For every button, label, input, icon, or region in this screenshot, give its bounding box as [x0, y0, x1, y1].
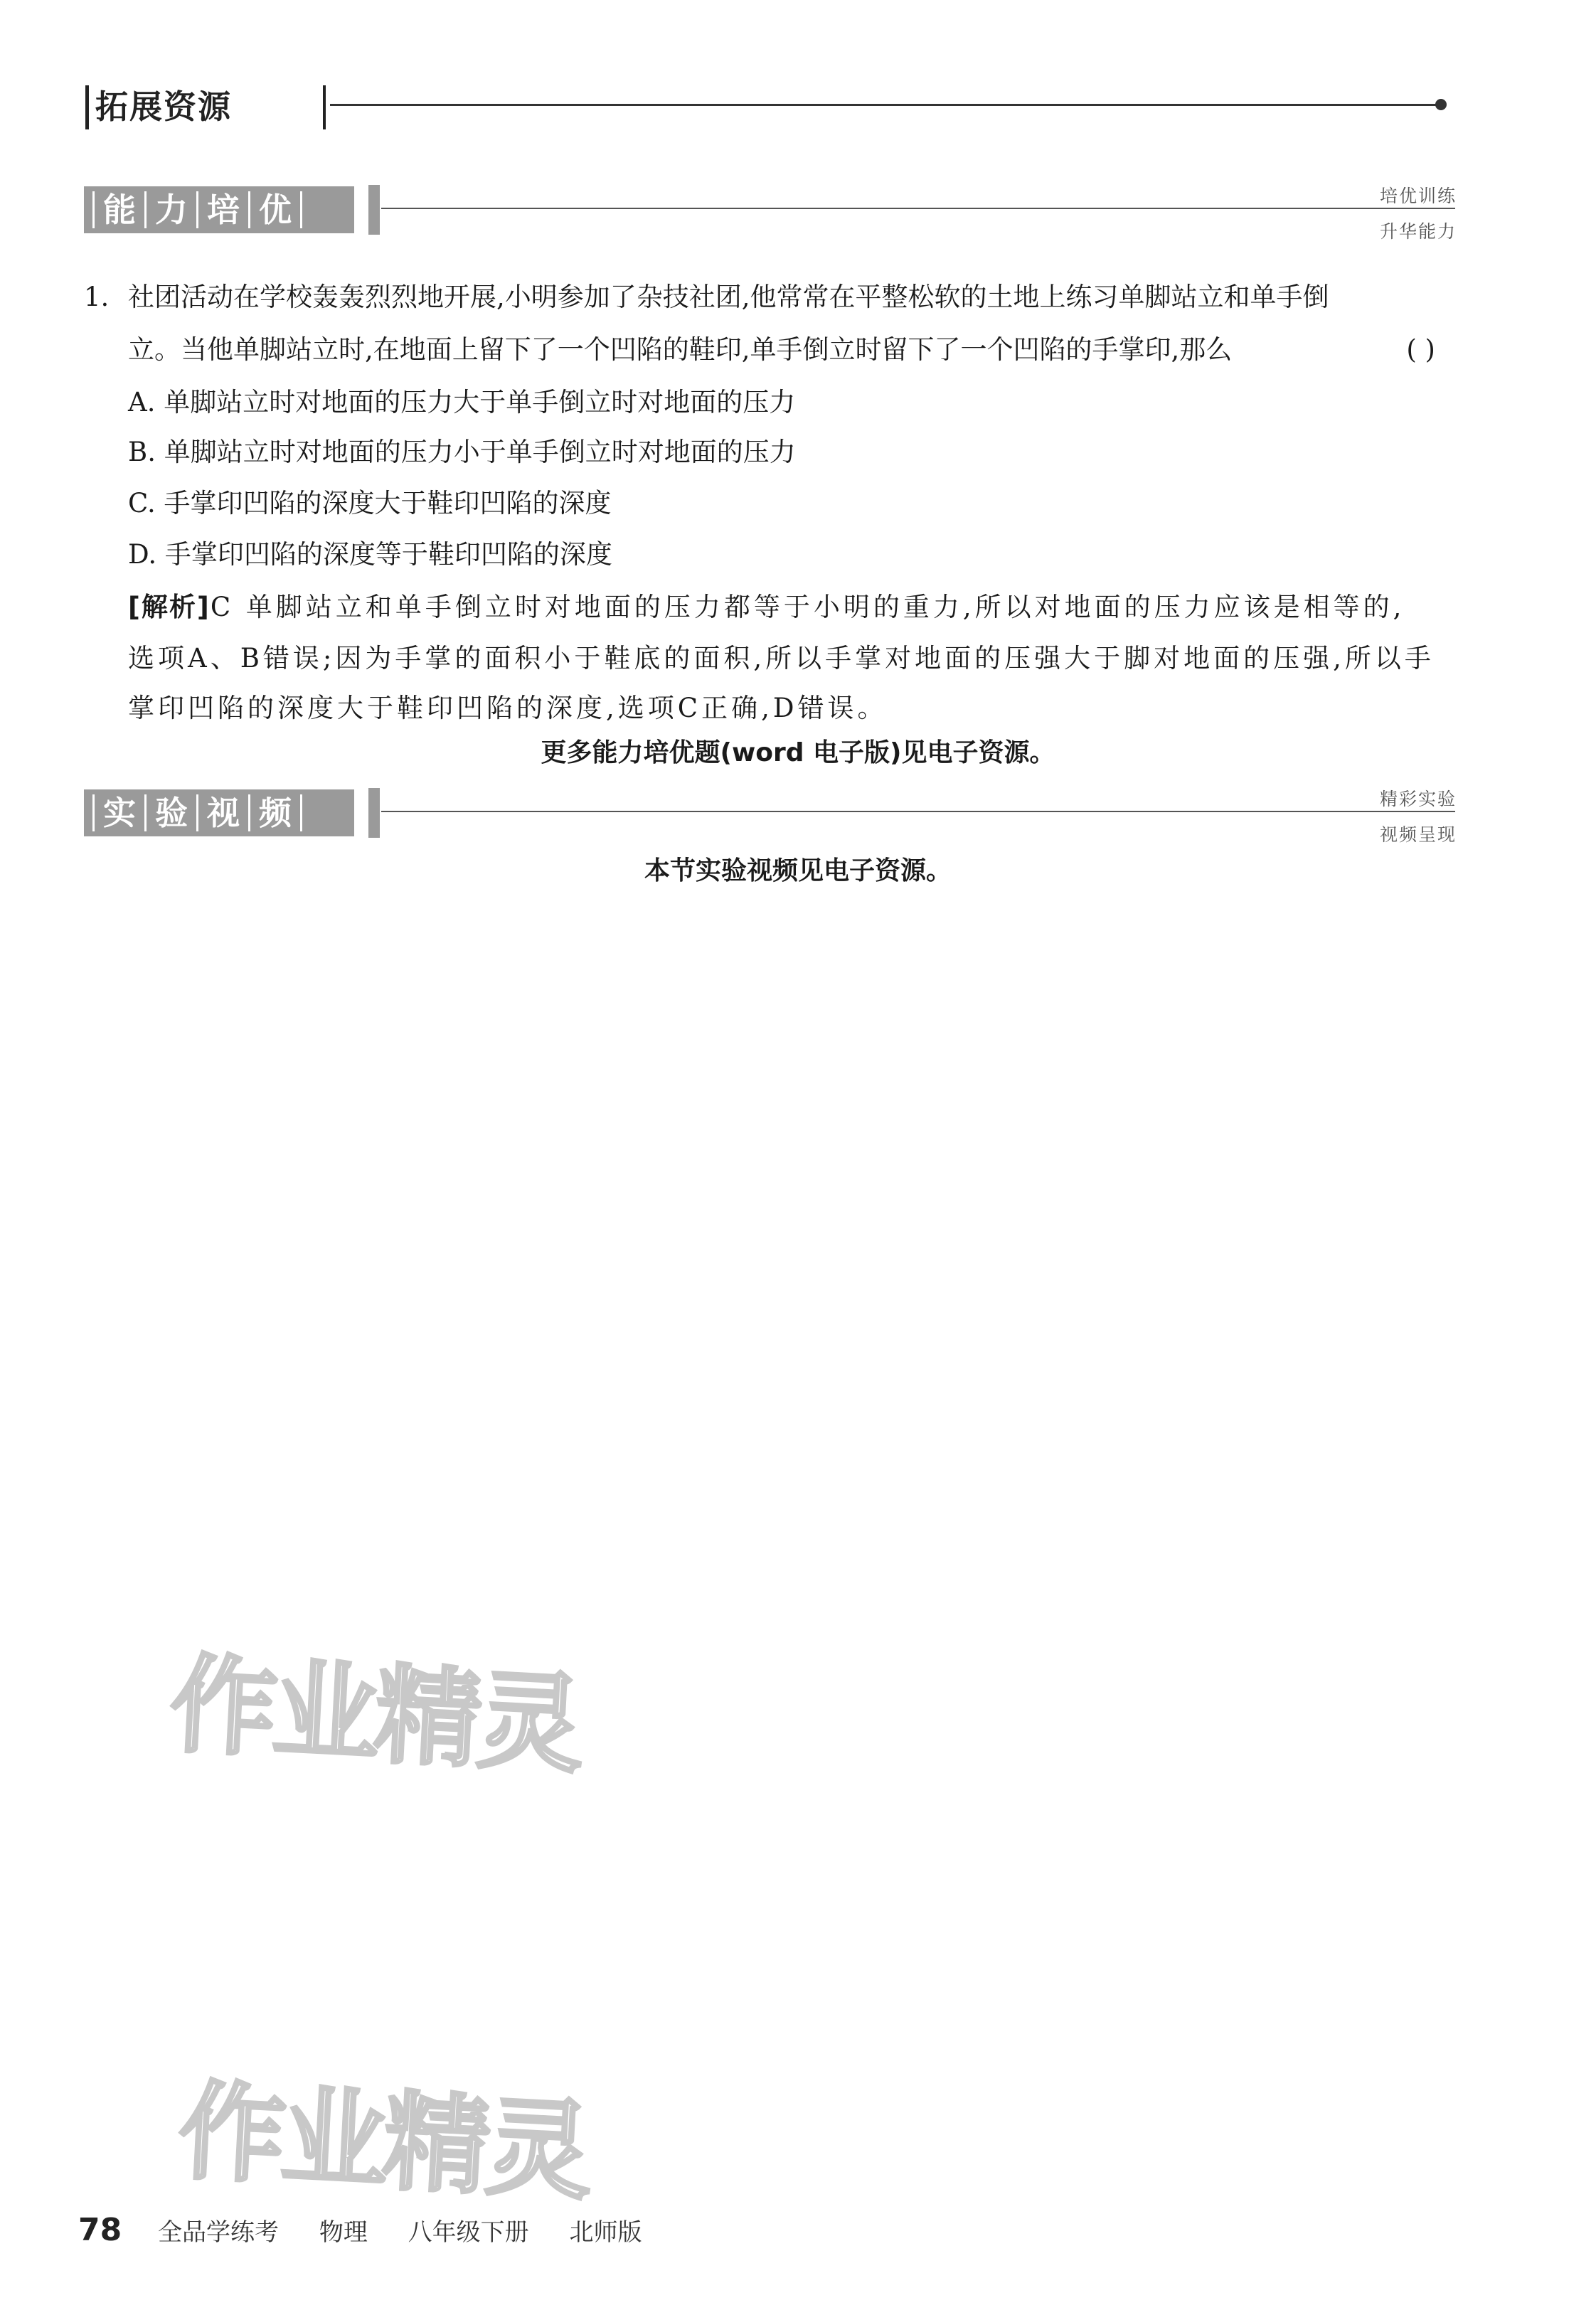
section-label-char: 能	[92, 191, 144, 228]
section-accent-bar	[368, 185, 380, 235]
more-resources-note: 更多能力培优题(word 电子版)见电子资源。	[541, 738, 1055, 767]
section-accent-bar	[368, 788, 380, 838]
analysis-line3: 掌印凹陷的深度大于鞋印凹陷的深度,选项C正确,D错误。	[128, 693, 888, 723]
analysis-line1	[128, 582, 1405, 633]
section-ability-header	[84, 182, 1464, 253]
section-tag-bottom: 升华能力	[1379, 221, 1457, 242]
header-line	[330, 104, 1440, 106]
footer-edition: 北师版	[569, 2218, 642, 2247]
footer-subject: 物理	[319, 2218, 368, 2247]
section-ability-label	[84, 186, 354, 233]
option-d: D. 手掌印凹陷的深度等于鞋印凹陷的深度	[128, 539, 612, 570]
section-video-label	[84, 789, 354, 836]
watermark: 作业精灵	[176, 2070, 592, 2215]
option-a: A. 单脚站立时对地面的压力大于单手倒立时对地面的压力	[128, 387, 796, 417]
section-label-char: 培	[196, 191, 248, 228]
video-note: 本节实验视频见电子资源。	[644, 856, 952, 885]
question-stem-line1: 社团活动在学校轰轰烈烈地开展,小明参加了杂技社团,他常常在平整松软的土地上练习单脚站立和单手倒	[128, 282, 1329, 312]
section-rule	[381, 811, 1455, 812]
footer-book: 全品学练考	[158, 2218, 280, 2247]
section-rule	[381, 208, 1455, 209]
section-label-char: 验	[144, 794, 196, 831]
footer-grade: 八年级下册	[408, 2218, 529, 2247]
watermark: 作业精灵	[167, 1643, 583, 1788]
section-label-char: 实	[92, 794, 144, 831]
header-title: 拓展资源	[95, 87, 232, 126]
header-dot	[1435, 99, 1447, 110]
question-number: 1.	[84, 282, 110, 312]
section-label-char: 视	[196, 794, 248, 831]
resource-header	[78, 77, 1451, 131]
option-b: B. 单脚站立时对地面的压力小于单手倒立时对地面的压力	[128, 437, 796, 467]
question-stem-line2: 立。当他单脚站立时,在地面上留下了一个凹陷的鞋印,单手倒立时留下了一个凹陷的手掌印,那么	[128, 334, 1233, 365]
section-video-header	[84, 785, 1464, 856]
section-label-char: 优	[248, 191, 300, 228]
header-left-rule	[85, 85, 89, 129]
section-tag-bottom: 视频呈现	[1379, 824, 1457, 845]
answer-paren: ( )	[1406, 334, 1435, 365]
option-c: C. 手掌印凹陷的深度大于鞋印凹陷的深度	[128, 488, 612, 518]
analysis-text1: C 单脚站立和单手倒立时对地面的压力都等于小明的重力,所以对地面的压力应该是相等的,	[210, 592, 1405, 622]
question-1	[84, 272, 1449, 727]
section-label-char: 力	[144, 191, 196, 228]
analysis-label: [解析]	[128, 592, 211, 622]
header-divider	[323, 85, 326, 129]
page-footer	[78, 2212, 674, 2248]
analysis-line2: 选项A、B错误;因为手掌的面积小于鞋底的面积,所以手掌对地面的压强大于脚对地面的压强,所以手	[128, 643, 1435, 674]
section-tag-top: 培优训练	[1379, 186, 1457, 206]
section-tag-top: 精彩实验	[1379, 789, 1457, 809]
section-label-char: 频	[248, 794, 300, 831]
page-number: 78	[78, 2212, 122, 2248]
